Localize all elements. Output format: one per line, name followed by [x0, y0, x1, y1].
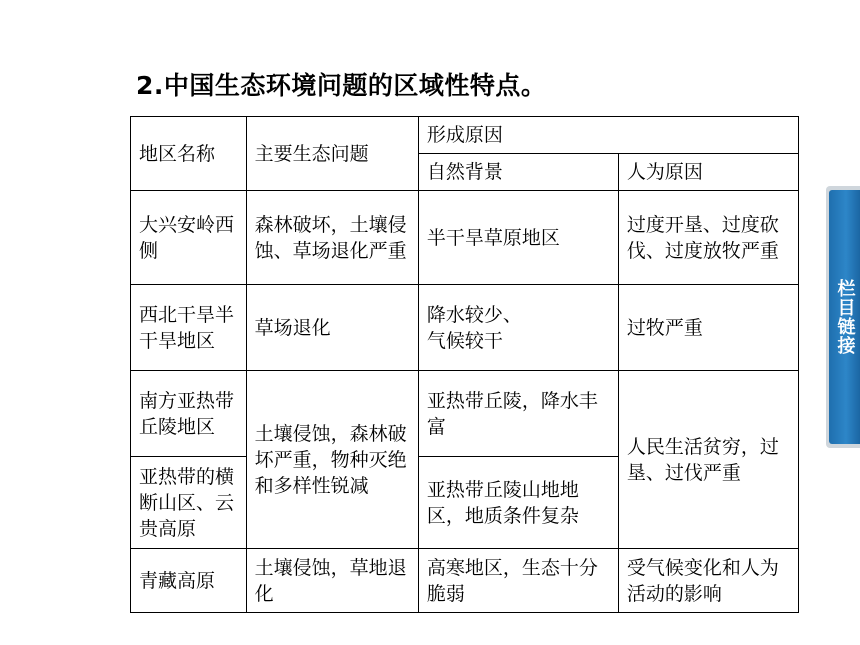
cell-problem: 土壤侵蚀，森林破坏严重，物种灭绝和多样性锐减 [246, 371, 418, 549]
cell-region: 大兴安岭西侧 [131, 191, 247, 285]
side-tab-frame [826, 186, 860, 448]
table-row [131, 549, 799, 613]
cell-human: 过度开垦、过度砍伐、过度放牧严重 [618, 191, 798, 285]
cell-problem: 草场退化 [246, 285, 418, 371]
cell-human: 受气候变化和人为活动的影响 [618, 549, 798, 613]
cell-region: 亚热带的横断山区、云贵高原 [131, 457, 247, 549]
table-row [131, 285, 799, 371]
page-heading: 2.中国生态环境问题的区域性特点。 [136, 71, 547, 100]
header-cause: 形成原因 [418, 117, 798, 154]
cell-natural: 高寒地区，生态十分脆弱 [418, 549, 618, 613]
cell-natural: 半干旱草原地区 [418, 191, 618, 285]
cell-natural: 亚热带丘陵，降水丰富 [418, 371, 618, 457]
cell-natural: 亚热带丘陵山地地区，地质条件复杂 [418, 457, 618, 549]
cell-natural: 降水较少、 气候较干 [418, 285, 618, 371]
cell-problem: 森林破坏，土壤侵蚀、草场退化严重 [246, 191, 418, 285]
table-row [131, 191, 799, 285]
cell-human: 人民生活贫穷，过垦、过伐严重 [618, 371, 798, 549]
header-human: 人为原因 [618, 154, 798, 191]
section-link-tab[interactable] [829, 190, 860, 444]
header-problem: 主要生态问题 [246, 117, 418, 191]
cell-region: 南方亚热带丘陵地区 [131, 371, 247, 457]
table-row [131, 371, 799, 457]
section-link-label: 栏目链接 [834, 279, 856, 355]
cell-region: 青藏高原 [131, 549, 247, 613]
eco-region-table [130, 116, 799, 613]
cell-region: 西北干旱半干旱地区 [131, 285, 247, 371]
cell-human: 过牧严重 [618, 285, 798, 371]
header-natural: 自然背景 [418, 154, 618, 191]
cell-problem: 土壤侵蚀，草地退化 [246, 549, 418, 613]
header-region: 地区名称 [131, 117, 247, 191]
